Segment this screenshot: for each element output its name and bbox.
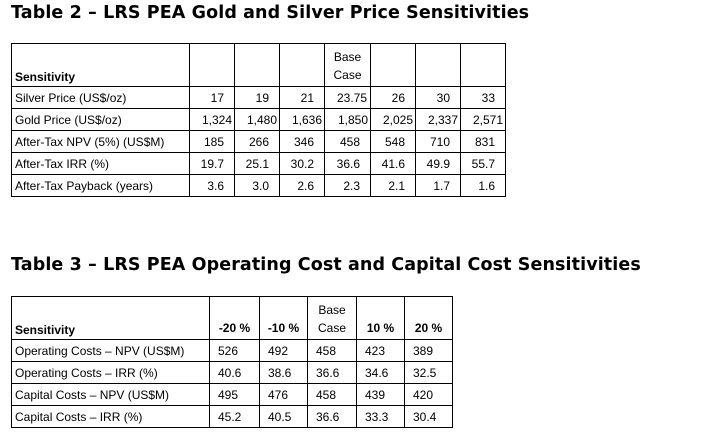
cell-value: 1,324 bbox=[190, 109, 235, 131]
cell-value: 710 bbox=[416, 131, 461, 153]
cell-value: 23.75 bbox=[325, 87, 371, 109]
column-header: -20 % bbox=[210, 297, 260, 340]
cell-value: 3.6 bbox=[190, 175, 235, 197]
column-header bbox=[371, 44, 416, 87]
table-row bbox=[12, 406, 453, 428]
cell-value: 30.2 bbox=[280, 153, 325, 175]
table-row bbox=[12, 340, 453, 362]
row-label: Silver Price (US$/oz) bbox=[12, 87, 190, 109]
column-header: 10 % bbox=[357, 297, 405, 340]
cell-value: 26 bbox=[371, 87, 416, 109]
cell-value: 389 bbox=[405, 340, 453, 362]
cell-value: 548 bbox=[371, 131, 416, 153]
row-label: After-Tax NPV (5%) (US$M) bbox=[12, 131, 190, 153]
cell-value: 45.2 bbox=[210, 406, 260, 428]
row-label: Operating Costs – NPV (US$M) bbox=[12, 340, 210, 362]
cell-value: 1,480 bbox=[235, 109, 280, 131]
cell-value: 346 bbox=[280, 131, 325, 153]
row-label: After-Tax Payback (years) bbox=[12, 175, 190, 197]
column-header bbox=[235, 44, 280, 87]
row-label: Operating Costs – IRR (%) bbox=[12, 362, 210, 384]
cell-value: 2,571 bbox=[461, 109, 506, 131]
row-label: Capital Costs – IRR (%) bbox=[12, 406, 210, 428]
cell-value: 458 bbox=[308, 340, 357, 362]
cell-value: 19 bbox=[235, 87, 280, 109]
cell-value: 32.5 bbox=[405, 362, 453, 384]
cell-value: 266 bbox=[235, 131, 280, 153]
cell-value: 2.6 bbox=[280, 175, 325, 197]
cell-value: 33 bbox=[461, 87, 506, 109]
cell-value: 2,025 bbox=[371, 109, 416, 131]
cell-value: 420 bbox=[405, 384, 453, 406]
cell-value: 1.6 bbox=[461, 175, 506, 197]
price-sensitivity-table bbox=[11, 43, 506, 197]
cell-value: 458 bbox=[325, 131, 371, 153]
cell-value: 526 bbox=[210, 340, 260, 362]
cell-value: 439 bbox=[357, 384, 405, 406]
cell-value: 185 bbox=[190, 131, 235, 153]
cell-value: 30 bbox=[416, 87, 461, 109]
header-sensitivity: Sensitivity bbox=[12, 44, 190, 87]
column-header bbox=[190, 44, 235, 87]
cell-value: 423 bbox=[357, 340, 405, 362]
cell-value: 34.6 bbox=[357, 362, 405, 384]
cell-value: 36.6 bbox=[308, 362, 357, 384]
table-row bbox=[12, 384, 453, 406]
cell-value: 3.0 bbox=[235, 175, 280, 197]
cell-value: 19.7 bbox=[190, 153, 235, 175]
row-label: Gold Price (US$/oz) bbox=[12, 109, 190, 131]
cell-value: 33.3 bbox=[357, 406, 405, 428]
table-row bbox=[12, 87, 506, 109]
column-header-base-case: Base Case bbox=[325, 44, 371, 87]
cell-value: 55.7 bbox=[461, 153, 506, 175]
column-header: 20 % bbox=[405, 297, 453, 340]
cell-value: 38.6 bbox=[260, 362, 308, 384]
cell-value: 1,850 bbox=[325, 109, 371, 131]
table-3-title: Table 3 – LRS PEA Operating Cost and Capital Cost Sensitivities bbox=[11, 255, 641, 275]
table-row bbox=[12, 153, 506, 175]
cell-value: 36.6 bbox=[325, 153, 371, 175]
cell-value: 495 bbox=[210, 384, 260, 406]
column-header: -10 % bbox=[260, 297, 308, 340]
column-header bbox=[416, 44, 461, 87]
row-label: Capital Costs – NPV (US$M) bbox=[12, 384, 210, 406]
cell-value: 49.9 bbox=[416, 153, 461, 175]
table-row bbox=[12, 175, 506, 197]
cell-value: 41.6 bbox=[371, 153, 416, 175]
header-sensitivity: Sensitivity bbox=[12, 297, 210, 340]
table-row bbox=[12, 362, 453, 384]
cell-value: 2.3 bbox=[325, 175, 371, 197]
cell-value: 2.1 bbox=[371, 175, 416, 197]
column-header bbox=[280, 44, 325, 87]
cell-value: 1,636 bbox=[280, 109, 325, 131]
cell-value: 2,337 bbox=[416, 109, 461, 131]
cell-value: 36.6 bbox=[308, 406, 357, 428]
cell-value: 17 bbox=[190, 87, 235, 109]
cell-value: 476 bbox=[260, 384, 308, 406]
row-label: After-Tax IRR (%) bbox=[12, 153, 190, 175]
table-row bbox=[12, 109, 506, 131]
table-header-row bbox=[12, 297, 453, 340]
cell-value: 492 bbox=[260, 340, 308, 362]
cell-value: 40.5 bbox=[260, 406, 308, 428]
cell-value: 25.1 bbox=[235, 153, 280, 175]
cell-value: 21 bbox=[280, 87, 325, 109]
cell-value: 40.6 bbox=[210, 362, 260, 384]
table-row bbox=[12, 131, 506, 153]
column-header-base-case: Base Case bbox=[308, 297, 357, 340]
cell-value: 30.4 bbox=[405, 406, 453, 428]
cell-value: 831 bbox=[461, 131, 506, 153]
table-2-title: Table 2 – LRS PEA Gold and Silver Price Sensitivities bbox=[11, 3, 530, 23]
cost-sensitivity-table bbox=[11, 296, 453, 428]
column-header bbox=[461, 44, 506, 87]
cell-value: 1.7 bbox=[416, 175, 461, 197]
cell-value: 458 bbox=[308, 384, 357, 406]
table-header-row bbox=[12, 44, 506, 87]
